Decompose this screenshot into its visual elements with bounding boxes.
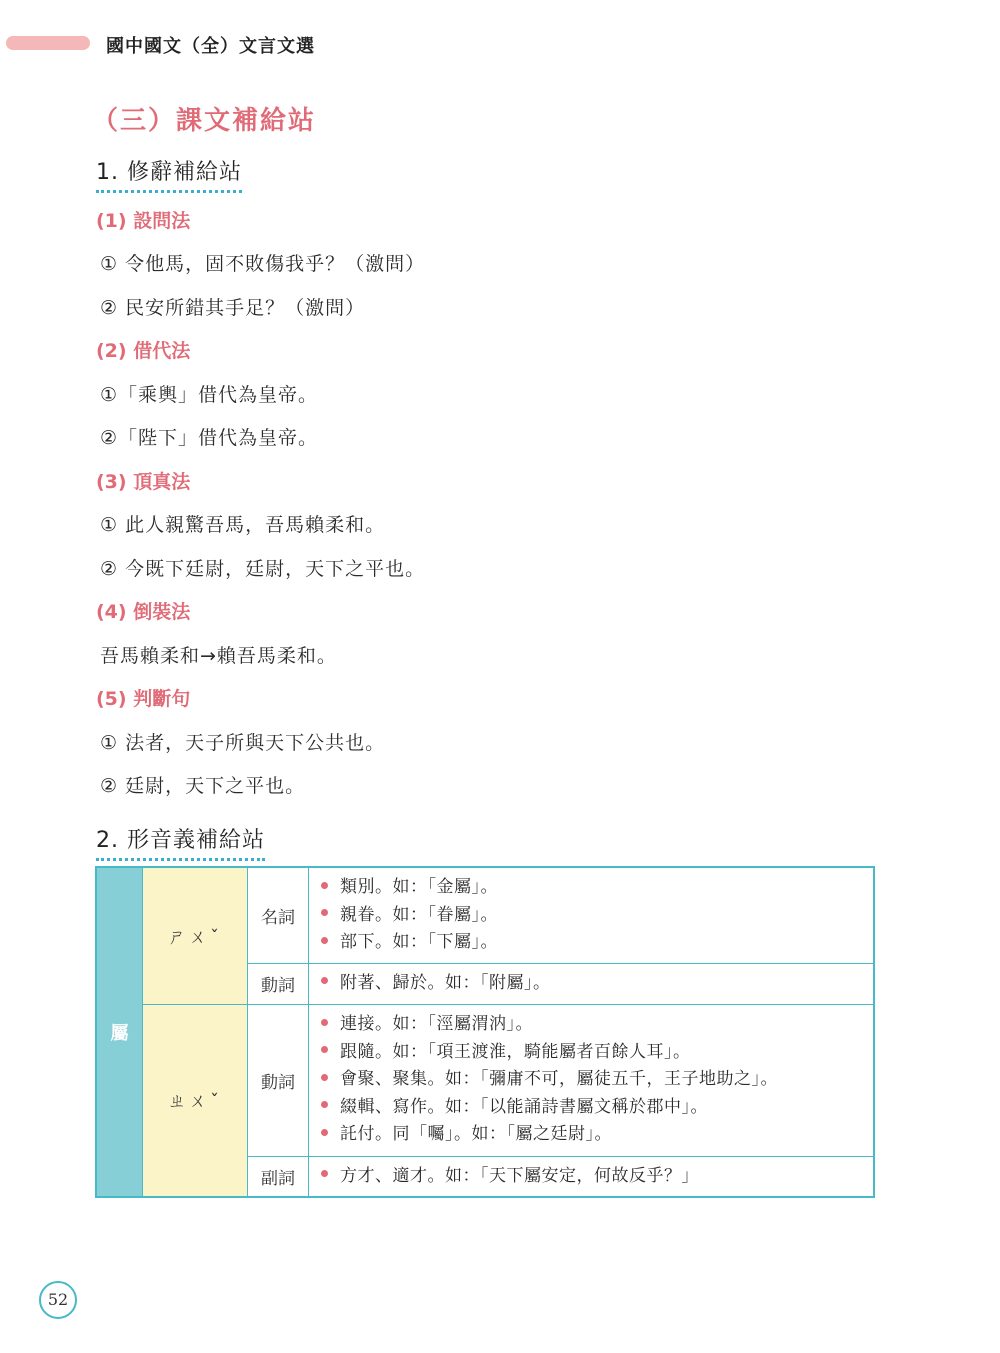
category-label: (3) 頂真法 [96, 471, 191, 493]
bullet-dot-icon [321, 1074, 328, 1081]
definition-item: 類別。如：「金屬」。 [321, 874, 873, 902]
form-sound-meaning-heading: 2. 形音義補給站 [96, 823, 265, 861]
category-label: (1) 設問法 [96, 210, 191, 232]
example-line: ②「陛下」借代為皇帝。 [100, 427, 319, 449]
definition-item: 跟隨。如：「項王渡淮，騎能屬者百餘人耳」。 [321, 1039, 873, 1067]
character-meaning-table [95, 866, 875, 1198]
definition-item: 方才、適才。如：「天下屬安定，何故反乎？」 [321, 1163, 873, 1191]
zhuyin-cell: ㄕㄨˇ [143, 867, 248, 1004]
category-label: (2) 借代法 [96, 340, 191, 362]
bullet-dot-icon [321, 909, 328, 916]
example-line: ① 此人親驚吾馬，吾馬賴柔和。 [100, 514, 386, 536]
definitions-cell [309, 867, 875, 963]
example-line: ② 今既下廷尉，廷尉，天下之平也。 [100, 558, 426, 580]
page-number: 52 [39, 1281, 77, 1319]
bullet-dot-icon [321, 1129, 328, 1136]
bullet-dot-icon [321, 882, 328, 889]
example-line: ② 民安所錯其手足？（激問） [100, 297, 366, 319]
section-title: （三）課文補給站 [92, 106, 317, 136]
header-title: 國中國文（全）文言文選 [106, 36, 315, 57]
definition-item: 部下。如：「下屬」。 [321, 929, 873, 957]
definitions-cell [309, 963, 875, 1004]
part-of-speech-cell: 名詞 [248, 867, 309, 963]
definitions-cell [309, 1004, 875, 1156]
example-line: 吾馬賴柔和→賴吾馬柔和。 [100, 645, 337, 667]
example-line: ② 廷尉，天下之平也。 [100, 775, 306, 797]
definition-item: 綴輯、寫作。如：「以能誦詩書屬文稱於郡中」。 [321, 1094, 873, 1122]
rhetoric-heading: 1. 修辭補給站 [96, 155, 242, 193]
character-cell: 屬 [96, 867, 143, 1197]
definition-item: 連接。如：「涇屬渭汭」。 [321, 1011, 873, 1039]
part-of-speech-cell: 動詞 [248, 963, 309, 1004]
example-line: ① 令他馬，固不敗傷我乎？（激問） [100, 253, 426, 275]
part-of-speech-cell: 副詞 [248, 1156, 309, 1197]
definition-item: 附著、歸於。如：「附屬」。 [321, 970, 873, 998]
header-decoration-bar [6, 36, 90, 50]
definition-item: 親眷。如：「眷屬」。 [321, 902, 873, 930]
definition-item: 託付。同「囑」。如：「屬之廷尉」。 [321, 1121, 873, 1149]
bullet-dot-icon [321, 977, 328, 984]
bullet-dot-icon [321, 937, 328, 944]
bullet-dot-icon [321, 1170, 328, 1177]
bullet-dot-icon [321, 1101, 328, 1108]
bullet-dot-icon [321, 1019, 328, 1026]
part-of-speech-cell: 動詞 [248, 1004, 309, 1156]
bullet-dot-icon [321, 1046, 328, 1053]
example-line: ① 法者，天子所與天下公共也。 [100, 732, 386, 754]
category-label: (5) 判斷句 [96, 688, 191, 710]
category-label: (4) 倒裝法 [96, 601, 191, 623]
definition-item: 會聚、聚集。如：「彌庸不可，屬徒五千，王子地助之」。 [321, 1066, 873, 1094]
definitions-cell [309, 1156, 875, 1197]
example-line: ①「乘輿」借代為皇帝。 [100, 384, 319, 406]
zhuyin-cell: ㄓㄨˇ [143, 1004, 248, 1197]
